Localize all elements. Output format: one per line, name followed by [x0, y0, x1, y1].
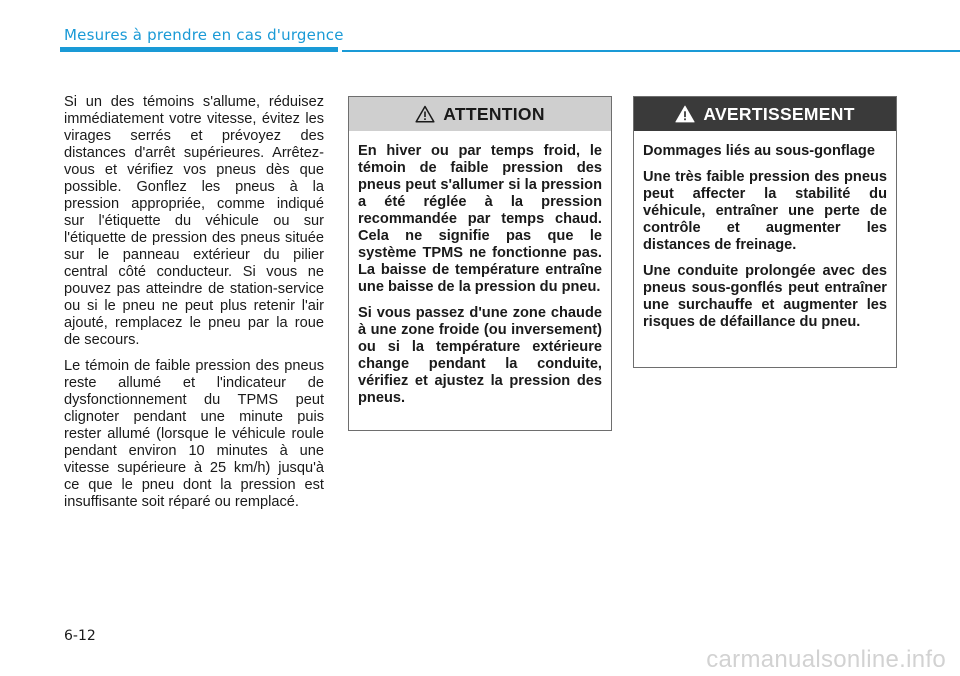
attention-box: [348, 96, 612, 431]
attention-title: ATTENTION: [443, 103, 545, 124]
header-rule-thin: [342, 50, 960, 52]
section-title: Mesures à prendre en cas d'urgence: [64, 26, 344, 44]
watermark: carmanualsonline.info: [706, 646, 946, 673]
warning-triangle-outline-icon: [415, 105, 435, 123]
page-number: 6-12: [64, 628, 96, 644]
warning-paragraph: Une conduite prolongée avec des pneus sous-gonflés peut entraîner une surchauffe et augmenter les risques de défaillance du pneu.: [643, 263, 887, 330]
attention-paragraph: En hiver ou par temps froid, le témoin de faible pression des pneus peut s'allumer si la pression a été réglée à la pression recommandée par temps chaud. Cela ne signifie pas que le système TPMS ne fonctionne pas. La baisse de température entraîne une baisse de la pression du pneu.: [358, 143, 602, 295]
warning-header: [634, 97, 896, 131]
warning-triangle-filled-icon: [675, 105, 695, 123]
warning-paragraph: Une très faible pression des pneus peut affecter la stabilité du véhicule, entraîner une perte de contrôle et augmenter les distances de freinage.: [643, 169, 887, 253]
body-text-column: [64, 94, 324, 520]
attention-paragraph: Si vous passez d'une zone chaude à une zone froide (ou inversement) ou si la température extérieure change pendant la conduite, vérifiez et ajustez la pression des pneus.: [358, 305, 602, 406]
warning-subtitle: Dommages liés au sous-gonflage: [643, 143, 875, 159]
warning-body: [634, 131, 896, 331]
attention-body: [349, 131, 611, 407]
body-paragraph: Le témoin de faible pression des pneus reste allumé et l'indicateur de dysfonctionnement du TPMS peut clignoter pendant une minute puis rester allumé (lorsque le véhicule roule pendant environ 10 minutes à une vitesse supérieure à 25 km/h) jusqu'à ce que le pneu dont la pression est insuffisante soit réparé ou remplacé.: [64, 358, 324, 510]
body-paragraph: Si un des témoins s'allume, réduisez immédiatement votre vitesse, évitez les virages serrés et prévoyez des distances d'arrêt supérieures. Arrêtez-vous et vérifiez vos pneus dès que possible. Gonflez les pneus à la pression appropriée, comme indiqué sur l'étiquette du véhicule ou sur l'étiquette de pression des pneus située sur le panneau extérieur du pilier central côté conducteur. Si vous ne pouvez pas atteindre de station-service ou si le pneu ne peut plus retenir l'air ajouté, remplacez le pneu par la roue de secours.: [64, 94, 324, 348]
warning-title: AVERTISSEMENT: [703, 103, 855, 124]
header-rule-thick: [60, 47, 338, 52]
attention-header: [349, 97, 611, 131]
warning-box: [633, 96, 897, 368]
